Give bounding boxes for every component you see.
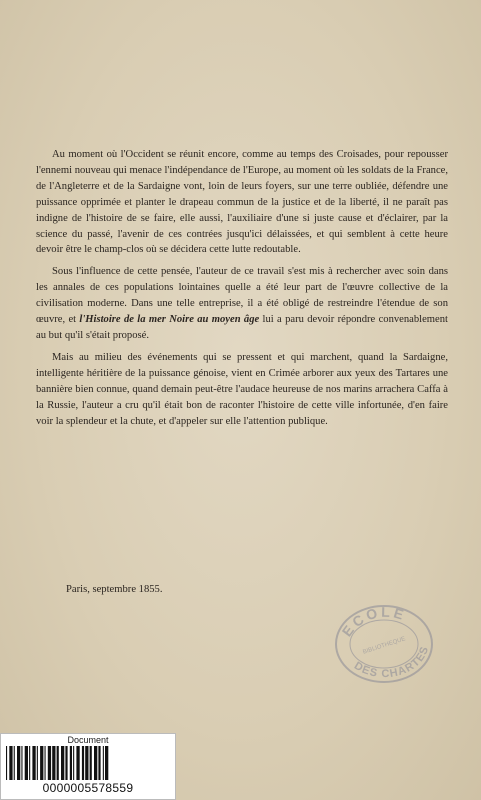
preface-text (36, 147, 448, 435)
barcode-bar (61, 746, 64, 780)
stamp-top-text: ECOLE (338, 603, 409, 640)
stamp-middle-text: BIBLIOTHEQUE (362, 636, 407, 656)
barcode-title: Document (67, 735, 109, 745)
barcode-bar (65, 746, 67, 780)
paragraph-1 (36, 147, 448, 258)
barcode-bar (9, 746, 12, 780)
paragraph-2 (36, 264, 448, 344)
stamp-bottom-text: DES CHARTES (351, 644, 432, 681)
barcode-bar (37, 746, 38, 780)
barcode-bar (45, 746, 46, 780)
barcode-icon (4, 746, 172, 780)
dateline: Paris, septembre 1855. (66, 584, 163, 595)
barcode-bar (70, 746, 72, 780)
paragraph-1-text: Au moment où l'Occident se réunit encore, comme au temps des Croisades, pour repousser l'ennemi nouveau qui menace l'indépendance de l'Europe, au moment où les soldats de la France, de l'Angleterre et de la Sardaigne vont, loin de leurs foyers, sur une terre oubliée, défendre une puissance opprimée et planter le drapeau commun de la justice et de la liberté, il ne paraît pas indigne de l'histoire de se faire, elle aussi, l'auxiliaire d'une si juste cause et d'éclairer, par la science du passé, l'avenir de ces contrées jusqu'ici délaissées, et qui semblent à cette heure devoir être le champ-clos où se décidera cette lutte redoutable. (36, 149, 448, 256)
barcode-bar (25, 746, 28, 780)
barcode-bar (85, 746, 88, 780)
barcode-bar (14, 746, 15, 780)
book-title-emphasis: l'Histoire de la mer Noire au moyen âge (79, 314, 260, 326)
barcode-bar (98, 746, 100, 780)
barcode-number: 0000005578559 (42, 781, 134, 795)
barcode-bar (57, 746, 59, 780)
barcode-bar (82, 746, 84, 780)
barcode-bar (76, 746, 79, 780)
barcode-bar (90, 746, 92, 780)
library-stamp-icon (332, 600, 436, 684)
barcode-bar (40, 746, 43, 780)
barcode-bar (6, 746, 7, 780)
barcode-bar (52, 746, 55, 780)
paragraph-3 (36, 350, 448, 430)
barcode-bar (48, 746, 51, 780)
paragraph-2-text-start: Sous l'influence de cette pensée, l'auteur de ce travail s'est mis à rechercher avec soin dans les annales de ces populations lointaines quelle a été leur part de l'œuvre collective de la civilisation moderne. Dans une telle entreprise, il a été obligé de restreindre l'étendue de son œuvre, et (36, 266, 448, 326)
barcode-bar (73, 746, 74, 780)
barcode-label (0, 733, 176, 800)
barcode-bar (17, 746, 20, 780)
paragraph-3-text: Mais au milieu des événements qui se pressent et qui marchent, quand la Sardaigne, intelligente héritière de la puissance génoise, vient en Crimée arborer aux yeux des Tartares une bannière bien connue, quand demain peut-être l'audace heureuse de nos marins arrachera Caffa à la Russie, l'auteur a cru qu'il était bon de raconter l'histoire de cette ville infortunée, d'en faire voir la splendeur et la chute, et d'appeler sur elle l'attention publique. (36, 351, 448, 427)
paragraph-2-text-end: lui a paru devoir répondre convenablement au but qu'il s'était proposé. (36, 314, 448, 341)
barcode-bar (105, 746, 108, 780)
barcode-bar (29, 746, 30, 780)
barcode-bar (103, 746, 104, 780)
barcode-bar (21, 746, 22, 780)
barcode-bar (94, 746, 97, 780)
barcode-bar (32, 746, 35, 780)
